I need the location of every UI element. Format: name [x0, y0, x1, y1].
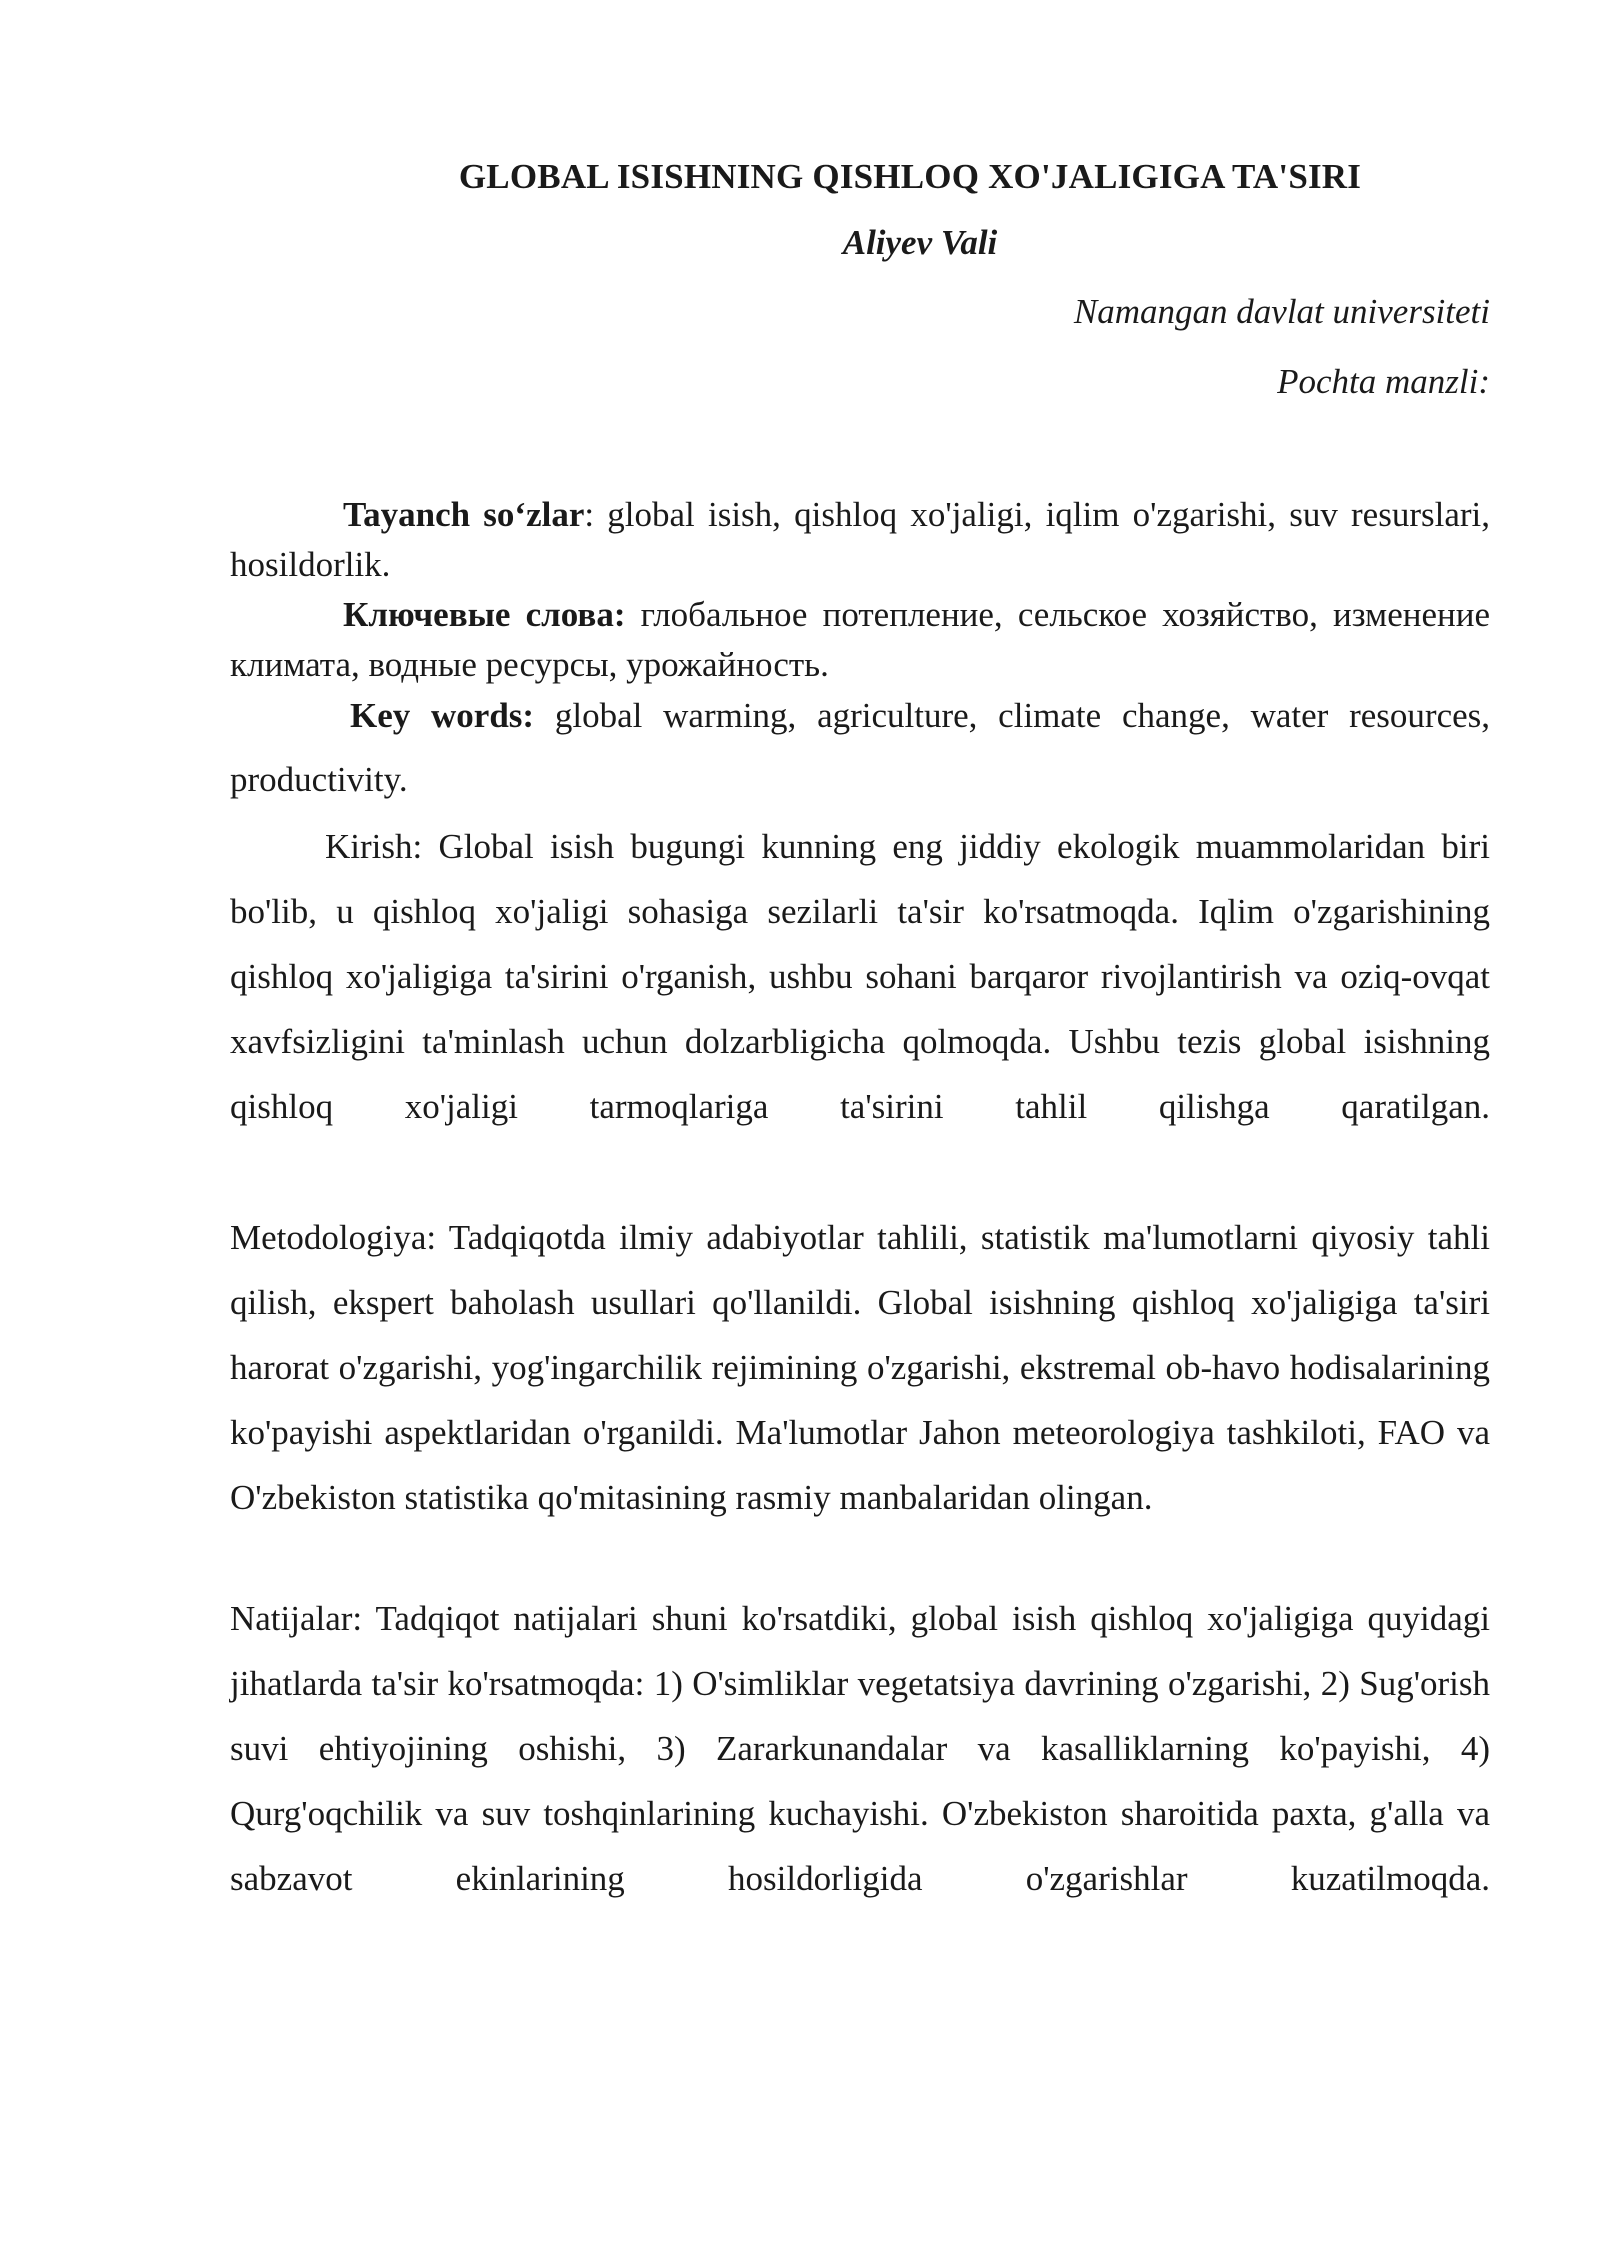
results-paragraph: Natijalar: Tadqiqot natijalari shuni ko'rsatdiki, global isish qishloq xo'jaligiga quyidagi jihatlarda ta'sir ko'rsatmoqda: 1) O'simliklar vegetatsiya davrining o'zgarishi, 2) Sug'orish suvi ehtiyojining oshishi, 3) Zararkunandalar va kasalliklarning ko'payishi, 4) Qurg'oqchilik va suv toshqinlarining kuchayishi. O'zbekiston sharoitida paxta, g'alla va sabzavot ekinlarining hosildorligida o'zgarishlar kuzatilmoqda. — [230, 1599, 1490, 1898]
keywords-uz-label: Tayanch so‘zlar — [343, 495, 585, 534]
author-affiliation: Namangan davlat universiteti — [1073, 292, 1490, 331]
author-name: Aliyev Vali — [842, 222, 998, 262]
document-title: GLOBAL ISISHNING QISHLOQ XO'JALIGIGA TA'SIRI — [458, 157, 1362, 196]
keywords-uz — [230, 490, 1490, 590]
keywords-en-label: Key words: — [350, 696, 535, 735]
email-label: Pochta manzli: — [1277, 361, 1490, 401]
keywords-ru-label: Ключевые слова: — [343, 595, 626, 634]
document-page — [230, 140, 1490, 1911]
intro-paragraph: Kirish: Global isish bugungi kunning eng jiddiy ekologik muammolaridan biri bo'lib, u qishloq xo'jaligi sohasiga sezilarli ta'sir ko'rsatmoqda. Iqlim o'zgarishining qishloq xo'jaligiga ta'sirini o'rganish, ushbu sohani barqaror rivojlantirish va oziq-ovqat xavfsizligini ta'minlash uchun dolzarbligicha qolmoqda. Ushbu tezis global isishning qishloq xo'jaligi tarmoqlariga ta'sirini tahlil qilishga qaratilgan. — [230, 827, 1490, 1126]
keywords-ru-text: глобальное потепление, сельское хозяйство, изменение климата, водные ресурсы, урожайность. — [230, 595, 1490, 684]
methodology-paragraph: Metodologiya: Tadqiqotda ilmiy adabiyotlar tahlili, statistik ma'lumotlarni qiyosiy tahli qilish, ekspert baholash usullari qo'llanildi. Global isishning qishloq xo'jaligiga ta'siri harorat o'zgarishi, yog'ingarchilik rejimining o'zgarishi, ekstremal ob-havo hodisalarining ko'payishi aspektlaridan o'rganildi. Ma'lumotlar Jahon meteorologiya tashkiloti, FAO va O'zbekiston statistika qo'mitasining rasmiy manbalaridan olingan. — [230, 1218, 1490, 1517]
keywords-en — [230, 684, 1490, 812]
keywords-en-text: global warming, agriculture, climate change, water resources, productivity. — [230, 696, 1491, 799]
keywords-ru — [230, 590, 1490, 690]
keywords-uz-text: : global isish, qishloq xo'jaligi, iqlim o'zgarishi, suv resurslari, hosildorlik. — [230, 495, 1491, 584]
